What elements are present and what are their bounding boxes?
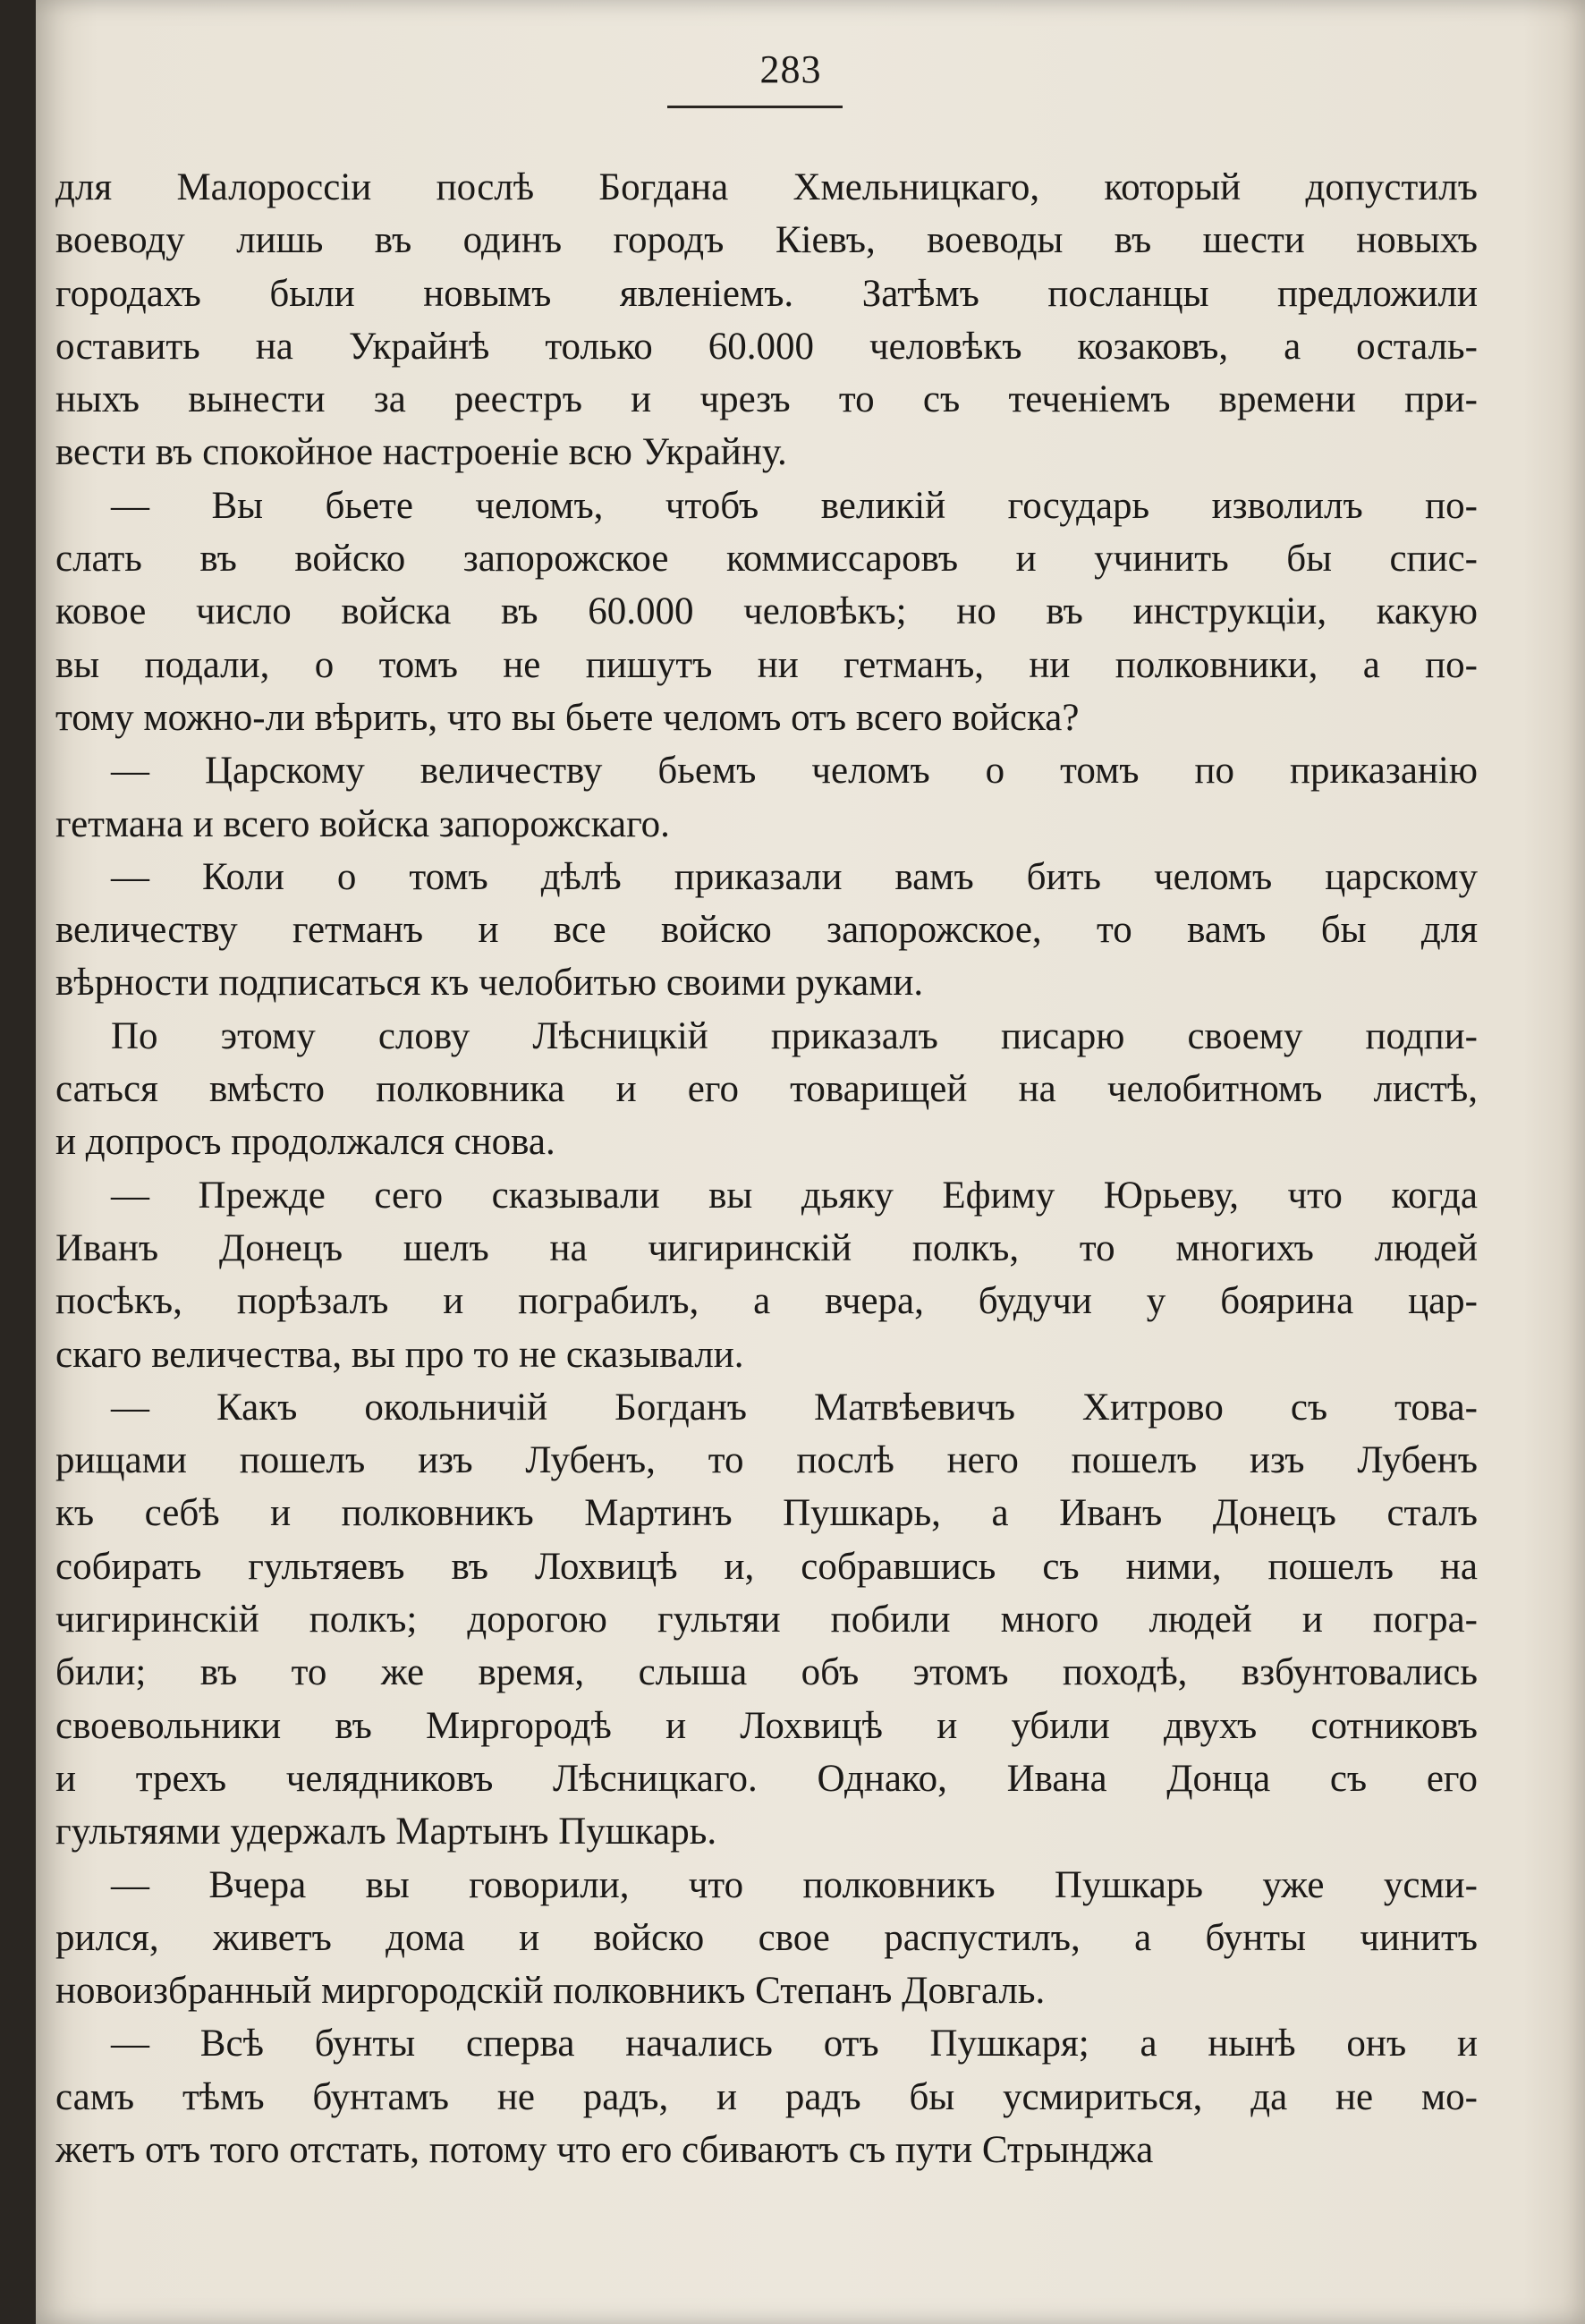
text-line: рищами пошелъ изъ Лубенъ, то послѣ него пошелъ изъ Лубенъ [55, 1439, 1478, 1482]
text-line: — Прежде сего сказывали вы дьяку Ефиму Юрьеву, что когда [111, 1174, 1478, 1217]
text-line: оставить на Украйнѣ только 60.000 человѣкъ козаковъ, а осталь- [55, 325, 1478, 368]
paragraph [55, 1381, 1478, 1859]
page-number-rule [667, 106, 843, 108]
text-line: новоизбранный миргородскій полковникъ Степанъ Довгаль. [55, 1970, 1046, 2013]
text-line: величеству гетманъ и все войско запорожское, то вамъ бы для [55, 909, 1478, 952]
paragraph [55, 851, 1478, 1010]
text-line: гетмана и всего войска запорожскаго. [55, 802, 670, 845]
text-line: — Коли о томъ дѣлѣ приказали вамъ бить челомъ царскому [111, 855, 1478, 898]
text-line: саться вмѣсто полковника и его товарищей на челобитномъ листѣ, [55, 1068, 1478, 1111]
page-number: 283 [759, 47, 822, 91]
text-line: ковое число войска въ 60.000 человѣкъ; но въ инструкціи, какую [55, 590, 1478, 633]
text-line: для Малороссіи послѣ Богдана Хмельницкаго, который допустилъ [55, 166, 1478, 208]
text-line: вы подали, о томъ не пишутъ ни гетманъ, ни полковники, а по- [55, 643, 1478, 686]
paragraph [55, 1010, 1478, 1169]
text-line: воеводу лишь въ одинъ городъ Кіевъ, воеводы въ шести новыхъ [55, 219, 1478, 262]
text-line: самъ тѣмъ бунтамъ не радъ, и радъ бы усмириться, да не мо- [55, 2075, 1478, 2118]
text-line: — Вы бьете челомъ, чтобъ великій государь изволилъ по- [111, 484, 1478, 527]
text-line: своевольники въ Миргородѣ и Лохвицѣ и убили двухъ сотниковъ [55, 1704, 1478, 1747]
text-line: — Вчера вы говорили, что полковникъ Пушкарь уже усми- [111, 1863, 1478, 1906]
book-page [36, 0, 1585, 2324]
text-line: и допросъ продолжался снова. [55, 1121, 555, 1164]
paragraph [55, 744, 1478, 851]
text-line: били; въ то же время, слыша объ этомъ походѣ, взбунтовались [55, 1651, 1478, 1694]
text-line: посѣкъ, порѣзалъ и пограбилъ, а вчера, будучи у боярина цар- [55, 1280, 1478, 1323]
text-line: рился, живетъ дома и войско свое распустилъ, а бунты чинитъ [55, 1916, 1478, 1959]
paragraph [55, 1169, 1478, 1381]
text-line: скаго величества, вы про то не сказывали. [55, 1333, 744, 1376]
text-line: и трехъ челядниковъ Лѣсницкаго. Однако, Ивана Донца съ его [55, 1757, 1478, 1800]
text-line: — Какъ окольничій Богданъ Матвѣевичъ Хитрово съ това- [111, 1386, 1478, 1429]
paragraph [55, 2017, 1478, 2176]
text-line: вести въ спокойное настроеніе всю Украйну. [55, 431, 787, 474]
text-line: слать въ войско запорожское коммиссаровъ и учинить бы спис- [55, 538, 1478, 581]
text-line: вѣрности подписаться къ челобитью своими руками. [55, 962, 924, 1005]
text-line: гультяями удержалъ Мартынъ Пушкарь. [55, 1811, 717, 1853]
text-line: Иванъ Донецъ шелъ на чигиринскій полкъ, то многихъ людей [55, 1226, 1478, 1269]
text-line: городахъ были новымъ явленіемъ. Затѣмъ посланцы предложили [55, 272, 1478, 315]
text-line: чигиринскій полкъ; дорогою гультяи побили много людей и погра- [55, 1599, 1478, 1641]
text-line: ныхъ вынести за реестръ и чрезъ то съ теченіемъ времени при- [55, 378, 1478, 421]
paragraph [55, 161, 1478, 479]
body-text [55, 161, 1478, 2176]
text-line: жетъ отъ того отстать, потому что его сбиваютъ съ пути Стрынджа [55, 2128, 1154, 2171]
text-line: тому можно-ли вѣрить, что вы бьете челомъ отъ всего войска? [55, 696, 1080, 739]
text-line: По этому слову Лѣсницкій приказалъ писарю своему подпи- [111, 1014, 1478, 1057]
paragraph [55, 1859, 1478, 2018]
text-line: — Всѣ бунты сперва начались отъ Пушкаря; а нынѣ онъ и [111, 2023, 1478, 2065]
text-line: — Царскому величеству бьемъ челомъ о томъ по приказанію [111, 750, 1478, 793]
paragraph [55, 479, 1478, 744]
text-line: собирать гультяевъ въ Лохвицѣ и, собравшись съ ними, пошелъ на [55, 1545, 1478, 1588]
text-line: къ себѣ и полковникъ Мартинъ Пушкарь, а Иванъ Донецъ сталъ [55, 1492, 1478, 1535]
